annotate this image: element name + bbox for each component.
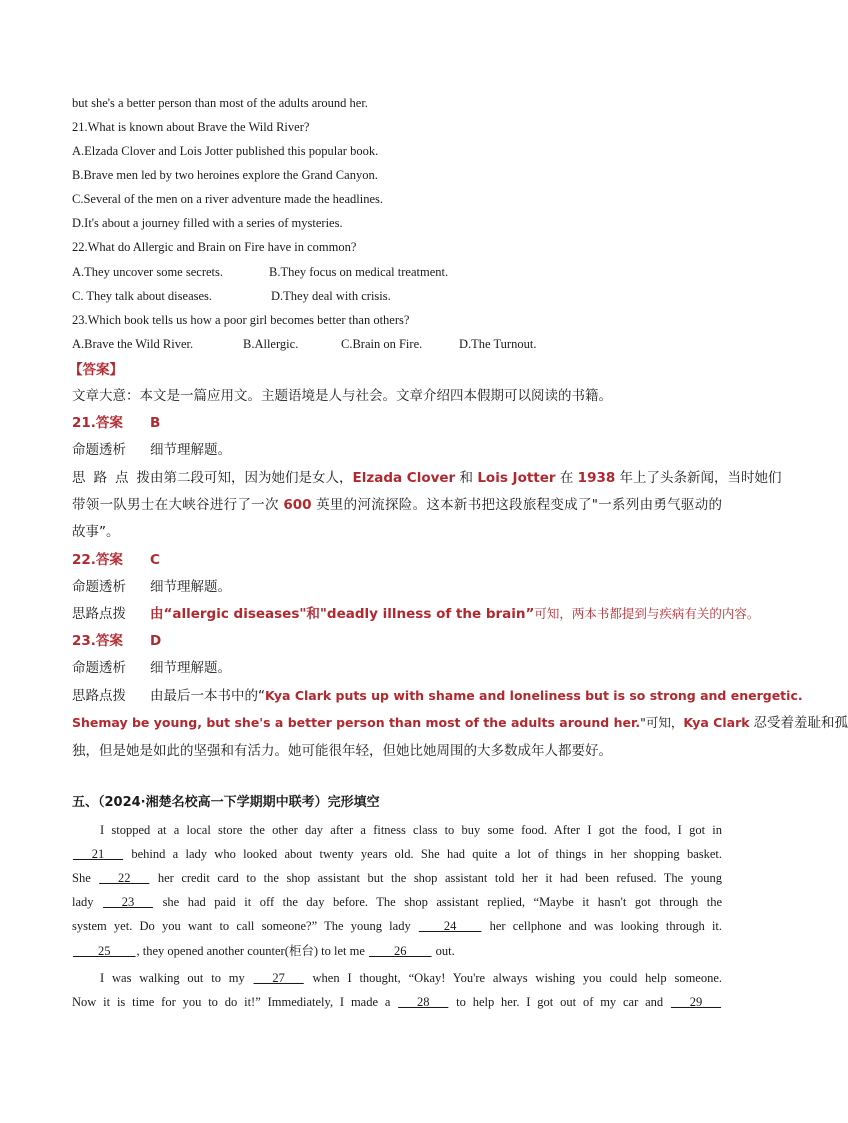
cloze-text-7a: I was walking out to my	[100, 971, 245, 985]
answer-22-row	[72, 552, 160, 568]
cloze-blank-29[interactable]: ___29___	[671, 995, 722, 1009]
cloze-text-8a: Now it is time for you to do it!” Immediately, I made a	[72, 995, 391, 1009]
q22-option-c: C. They talk about diseases.	[72, 289, 213, 303]
cloze-text-2: behind a lady who looked about twenty years old. She had quite a lot of things in her shopping basket.	[131, 847, 723, 861]
hint-22-row	[72, 606, 759, 622]
q23-stem: 23.Which book tells us how a poor girl becomes better than others?	[72, 313, 410, 327]
hint-21-text3: 年上了头条新闻，当时她们	[619, 470, 782, 486]
hint-23-line3: 独，但是她是如此的坚强和有活力。她可能很年轻，但她比她周围的大多数成年人都要好。	[72, 743, 612, 759]
answer-21-value: B	[150, 415, 161, 431]
analysis-21-label: 命题透析	[72, 442, 126, 458]
hint-23-line2	[72, 715, 848, 731]
q21-option-c: C.Several of the men on a river adventure made the headlines.	[72, 192, 383, 206]
cloze-text-6b: out.	[435, 944, 455, 958]
q22-option-a: A.They uncover some secrets.	[72, 265, 223, 279]
cloze-blank-22[interactable]: ___22___	[99, 871, 150, 885]
cloze-line-3	[72, 870, 722, 886]
hint-23-label: 思路点拨	[72, 688, 126, 704]
hint-21-text: 由第二段可知，因为她们是女人，	[150, 470, 353, 486]
analysis-21-value: 细节理解题。	[150, 442, 231, 458]
answer-23-row	[72, 633, 161, 649]
hint-22-quote: 由“allergic diseases"和"deadly illness of the brain”	[150, 606, 535, 622]
cloze-blank-27[interactable]: ___27___	[253, 971, 304, 985]
cloze-line-1: I stopped at a local store the other day after a fitness class to buy some food. After I got the food, I got in	[100, 823, 722, 837]
hint-21-and: 和	[459, 470, 474, 486]
q22-option-b: B.They focus on medical treatment.	[269, 265, 449, 279]
analysis-23-label: 命题透析	[72, 660, 126, 676]
cloze-text-8b: to help her. I got out of my car and	[456, 995, 664, 1009]
cloze-blank-21[interactable]: ___21___	[73, 847, 123, 861]
analysis-21-row	[72, 442, 231, 458]
q22-options-row1	[72, 264, 448, 280]
hint-21-line2	[72, 497, 722, 513]
cloze-text-3a: She	[72, 871, 91, 885]
cloze-text-7b: when I thought, “Okay! You're always wishing you could help someone.	[312, 971, 723, 985]
q21-stem: 21.What is known about Brave the Wild River?	[72, 120, 310, 134]
q21-option-a: A.Elzada Clover and Lois Jotter published this popular book.	[72, 144, 379, 158]
cloze-text-3b: her credit card to the shop assistant but the shop assistant told her it had been refused. The young	[157, 871, 723, 885]
hint-21-text5: 英里的河流探险。这本新书把这段旅程变成了"一系列由勇气驱动的	[316, 497, 722, 513]
cloze-line-8	[72, 994, 722, 1010]
answer-header: 【答案】	[69, 362, 123, 378]
cloze-blank-26[interactable]: ____26____	[369, 944, 432, 958]
hint-21-year: 1938	[577, 470, 616, 486]
question-tail: but she's a better person than most of the adults around her.	[72, 96, 368, 110]
hint-23-name: Kya Clark	[683, 715, 750, 730]
q22-options-row2	[72, 288, 391, 304]
answer-23-value: D	[150, 633, 162, 649]
hint-21-line1	[72, 470, 782, 486]
analysis-23-row	[72, 660, 231, 676]
analysis-22-value: 细节理解题。	[150, 579, 231, 595]
hint-23-quote1: Kya Clark puts up with shame and loneliness but is so strong and energetic.	[265, 688, 803, 703]
hint-21-line3: 故事”。	[72, 524, 120, 540]
q23-option-d: D.The Turnout.	[459, 337, 537, 351]
hint-21-text4: 带领一队男士在大峡谷进行了一次	[72, 497, 279, 513]
hint-23-text3: 忍受着羞耻和孤	[753, 715, 848, 731]
hint-23-line1	[72, 688, 803, 704]
cloze-text-4b: she had paid it off the day before. The shop assistant replied, “Maybe it hasn't got through the	[162, 895, 723, 909]
analysis-22-row	[72, 579, 231, 595]
cloze-text-5a: system yet. Do you want to call someone?” The young lady	[72, 919, 411, 933]
hint-21-name2: Lois Jotter	[477, 470, 556, 486]
hint-22-text: 可知，两本书都提到与疾病有关的内容。	[534, 606, 760, 621]
analysis-23-value: 细节理解题。	[150, 660, 231, 676]
q21-option-b: B.Brave men led by two heroines explore the Grand Canyon.	[72, 168, 378, 182]
cloze-line-5	[72, 918, 722, 934]
cloze-line-4	[72, 894, 722, 910]
hint-21-name1: Elzada Clover	[352, 470, 456, 486]
q23-option-c: C.Brain on Fire.	[341, 337, 423, 351]
cloze-text-6a: , they opened another counter(柜台) to let me	[136, 944, 365, 958]
q22-stem: 22.What do Allergic and Brain on Fire have in common?	[72, 240, 357, 254]
analysis-22-label: 命题透析	[72, 579, 126, 595]
section-title: 五、（2024·湘楚名校高一下学期期中联考）完形填空	[72, 795, 380, 810]
cloze-text-4a: lady	[72, 895, 94, 909]
q23-options	[72, 336, 536, 352]
cloze-blank-28[interactable]: ___28___	[398, 995, 449, 1009]
cloze-line-6	[72, 943, 455, 959]
cloze-blank-23[interactable]: ___23___	[103, 895, 154, 909]
answer-21-label: 21.答案	[72, 415, 123, 431]
hint-22-label: 思路点拨	[72, 606, 126, 622]
answer-22-value: C	[150, 552, 160, 568]
q23-option-a: A.Brave the Wild River.	[72, 337, 194, 351]
cloze-text-5b: her cellphone and was looking through it.	[489, 919, 723, 933]
cloze-line-2	[72, 846, 722, 862]
q22-option-d: D.They deal with crisis.	[271, 289, 391, 303]
cloze-blank-25[interactable]: ____25____	[73, 944, 136, 958]
answer-21-row	[72, 415, 160, 431]
cloze-blank-24[interactable]: ____24____	[418, 919, 482, 933]
hint-23-quote2: Shemay be young, but she's a better person than most of the adults around her.	[72, 715, 641, 730]
hint-23-text2: "可知，	[640, 715, 684, 730]
hint-21-label: 思路点拨	[72, 470, 150, 486]
q21-option-d: D.It's about a journey filled with a series of mysteries.	[72, 216, 343, 230]
hint-21-num: 600	[283, 497, 312, 513]
answer-23-label: 23.答案	[72, 633, 123, 649]
hint-21-in: 在	[559, 470, 574, 486]
cloze-line-7	[100, 970, 722, 986]
answer-summary: 文章大意：本文是一篇应用文。主题语境是人与社会。文章介绍四本假期可以阅读的书籍。	[72, 388, 612, 404]
hint-23-text: 由最后一本书中的“	[150, 688, 265, 704]
q23-option-b: B.Allergic.	[243, 337, 299, 351]
answer-22-label: 22.答案	[72, 552, 123, 568]
